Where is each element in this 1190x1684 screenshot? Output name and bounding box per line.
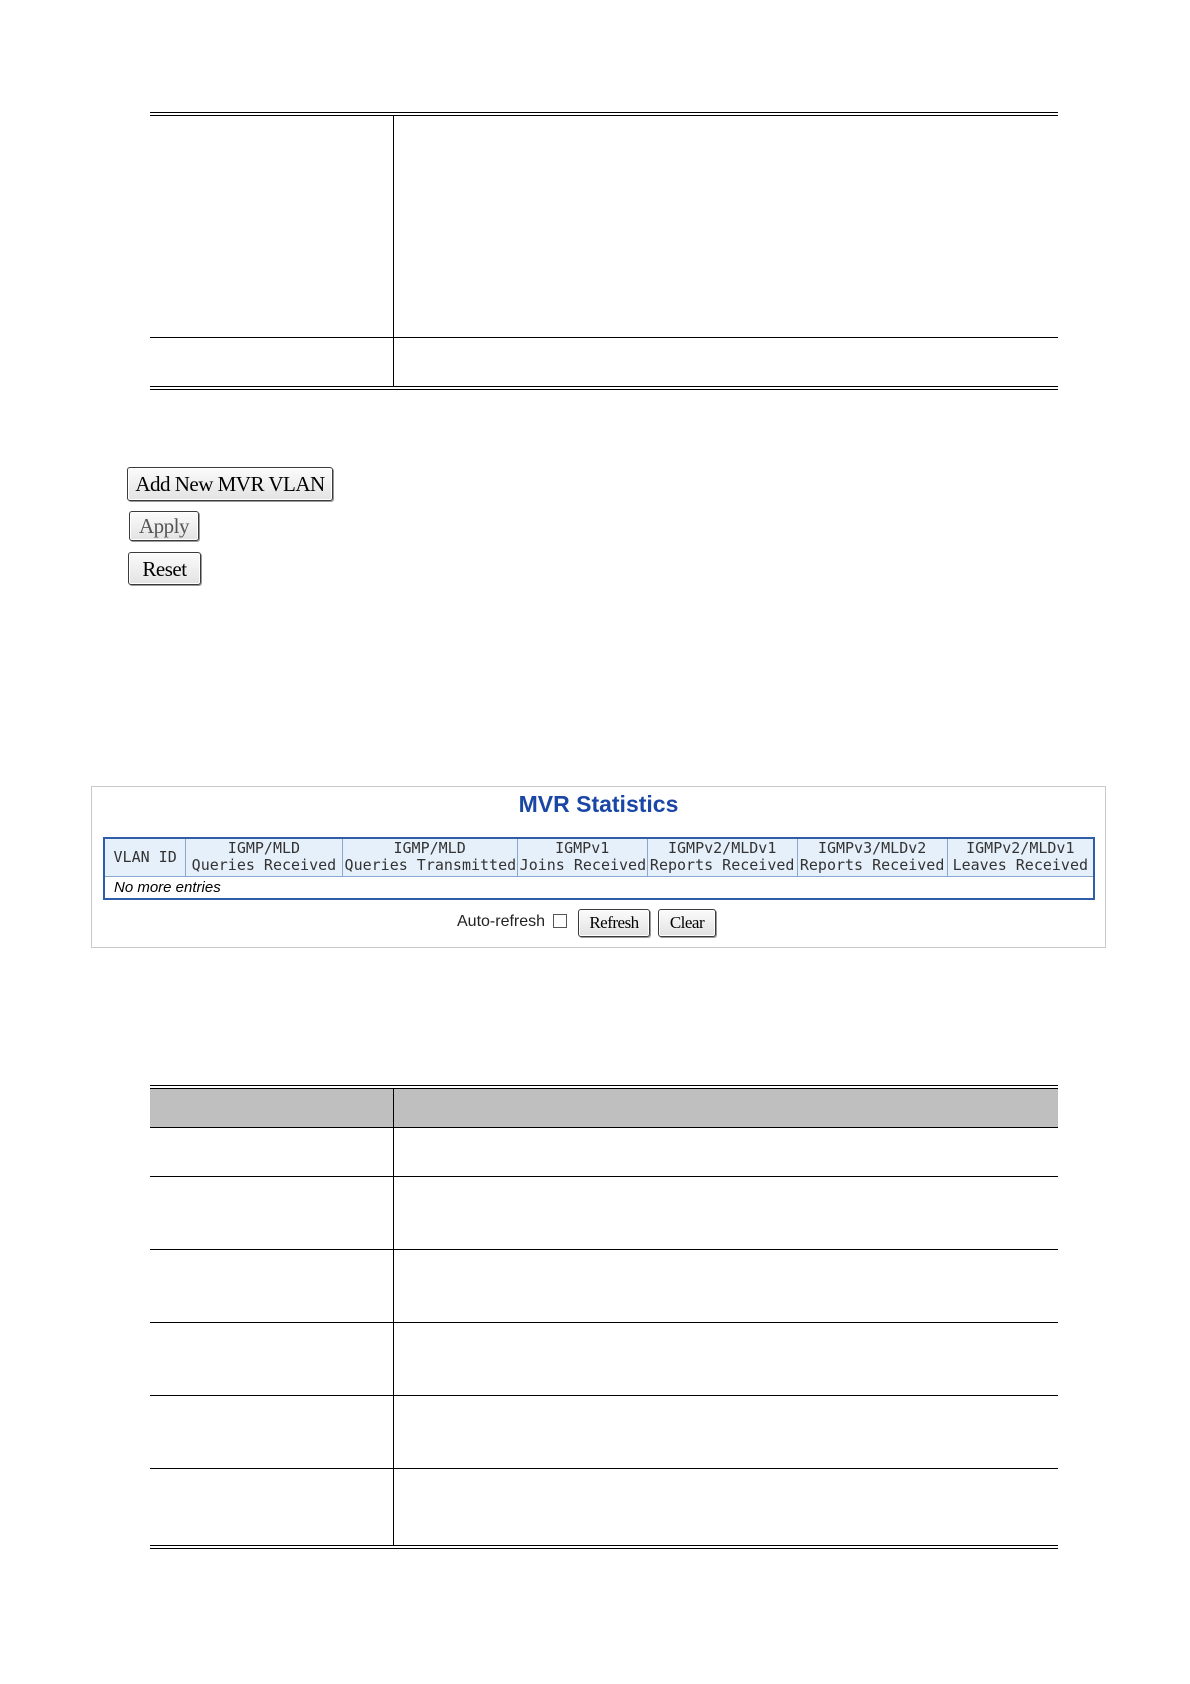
table-row-divider [150, 1468, 1058, 1469]
parameter-table-bottom [150, 1085, 1058, 1549]
table-header-row [104, 838, 1094, 877]
column-header-v1-joins-received: IGMPv1 Joins Received [517, 838, 647, 877]
refresh-button[interactable]: Refresh [578, 909, 650, 937]
clear-button[interactable]: Clear [658, 909, 716, 937]
apply-button[interactable]: Apply [129, 511, 199, 541]
reset-button[interactable]: Reset [128, 552, 201, 585]
column-header-v2-reports-received: IGMPv2/MLDv1 Reports Received [647, 838, 797, 877]
table-row-divider [150, 1395, 1058, 1396]
column-header-queries-received: IGMP/MLD Queries Received [186, 838, 342, 877]
table-row-divider [150, 1249, 1058, 1250]
column-header-queries-transmitted: IGMP/MLD Queries Transmitted [342, 838, 517, 877]
column-header-v2-leaves-received: IGMPv2/MLDv1 Leaves Received [947, 838, 1094, 877]
add-new-mvr-vlan-button[interactable]: Add New MVR VLAN [127, 467, 333, 501]
empty-entries-message: No more entries [114, 879, 221, 896]
table-column-divider [393, 1089, 394, 1545]
mvr-statistics-panel [91, 786, 1106, 948]
column-header-vlan-id: VLAN ID [104, 838, 186, 877]
auto-refresh-checkbox[interactable] [553, 914, 567, 928]
table-column-divider [393, 116, 394, 386]
column-header-v3-reports-received: IGMPv3/MLDv2 Reports Received [797, 838, 947, 877]
table-row-divider [150, 1322, 1058, 1323]
refresh-controls [92, 909, 1105, 937]
table-row-divider [150, 337, 1058, 338]
page-title: MVR Statistics [518, 791, 679, 817]
table-row [104, 877, 1094, 900]
auto-refresh-label: Auto-refresh [457, 913, 546, 930]
mvr-statistics-table [103, 837, 1095, 900]
table-row-divider [150, 1176, 1058, 1177]
table-header-row [150, 1089, 1058, 1128]
parameter-table-top [150, 112, 1058, 390]
